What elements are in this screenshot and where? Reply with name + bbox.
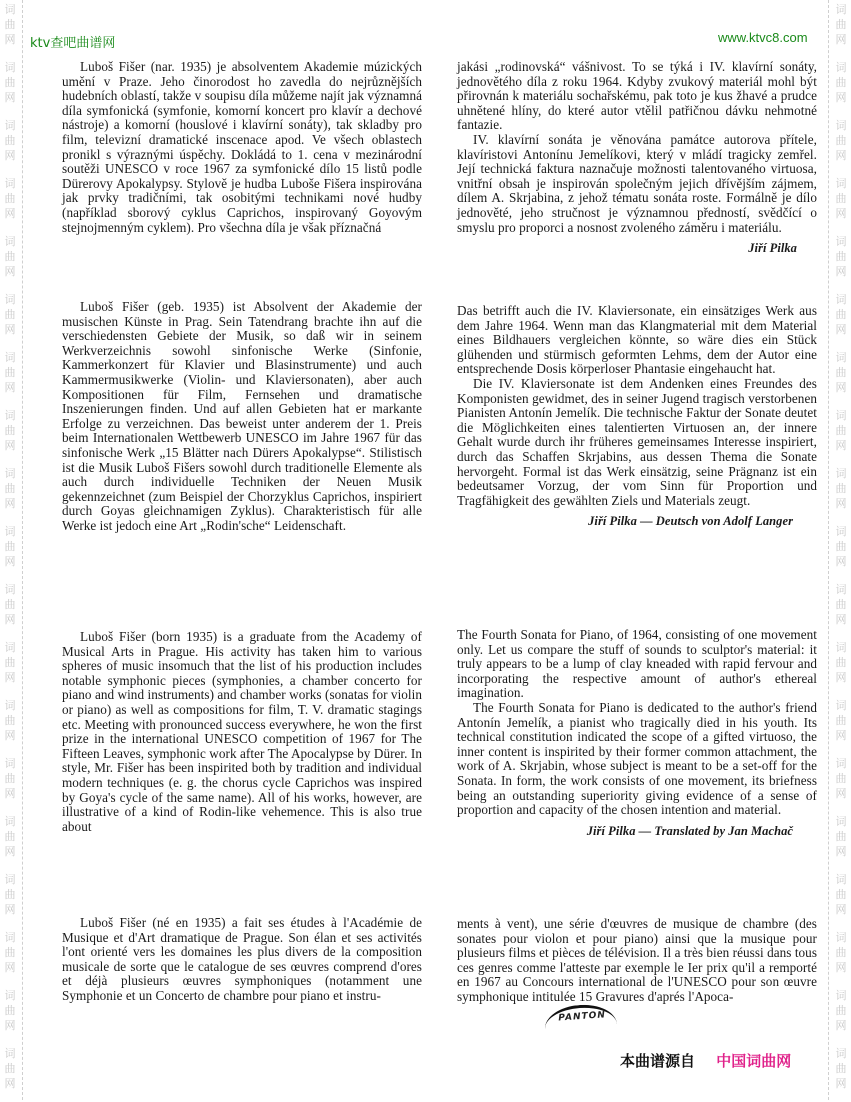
side-watermark-glyph: 曲 bbox=[4, 134, 16, 147]
right-watermark-strip bbox=[831, 0, 851, 1102]
side-watermark-glyph: 曲 bbox=[4, 76, 16, 89]
side-watermark-group bbox=[836, 872, 847, 917]
czech-paragraph-3: IV. klavírní sonáta je věnována památce autorova přítele, klavíristovi Antonínu Jemelíkovi, který v mládí tragicky zemřel. Její technická faktura naznačuje možnosti talentovaného virtuosa, vnitřní obsah je inspirován společným jejich dřívějším zájmem, dílem A. Skrjabina, z jehož tématu sonáta roste. Formálně je dílo jednověté, jeho stručnost je významnou předností, svědčící o smyslu pro proporci a nosnost zvoleného záměru i materiálu. bbox=[457, 131, 817, 235]
side-watermark-glyph: 曲 bbox=[4, 1004, 16, 1017]
side-watermark-group bbox=[5, 118, 16, 163]
english-paragraph-3: The Fourth Sonata for Piano is dedicated to the author's friend Antonín Jemelík, a pianist who tragically died in his youth. Its technical constitution indicated the scope of a gifted virtuoso, the inner content is inspirited by their former common attachment, the work of A. Skrjabin, whose subject is meant to be a set-off for the Sonata. In form, the work consists of one movement, its briefness being an outstanding superiority giving evidence of a sense of proportion and capacity of the chosen intention and material. bbox=[457, 699, 817, 818]
side-watermark-glyph: 词 bbox=[835, 931, 847, 944]
side-watermark-group bbox=[5, 350, 16, 395]
side-watermark-glyph: 曲 bbox=[4, 772, 16, 785]
french-text-right bbox=[457, 917, 817, 1005]
side-watermark-glyph: 网 bbox=[4, 207, 16, 220]
side-watermark-glyph: 网 bbox=[835, 33, 847, 46]
side-watermark-glyph: 曲 bbox=[835, 946, 847, 959]
side-watermark-glyph: 曲 bbox=[4, 598, 16, 611]
side-watermark-glyph: 词 bbox=[835, 757, 847, 770]
side-watermark-group bbox=[5, 2, 16, 47]
side-watermark-glyph: 网 bbox=[4, 439, 16, 452]
side-watermark-glyph: 词 bbox=[4, 989, 16, 1002]
side-watermark-group bbox=[836, 408, 847, 453]
side-watermark-glyph: 曲 bbox=[835, 656, 847, 669]
side-watermark-glyph: 曲 bbox=[4, 1062, 16, 1075]
side-watermark-glyph: 曲 bbox=[4, 250, 16, 263]
side-watermark-glyph: 曲 bbox=[4, 18, 16, 31]
side-watermark-glyph: 词 bbox=[4, 467, 16, 480]
side-watermark-glyph: 曲 bbox=[835, 1004, 847, 1017]
side-watermark-glyph: 网 bbox=[835, 729, 847, 742]
side-watermark-glyph: 网 bbox=[835, 845, 847, 858]
side-watermark-glyph: 曲 bbox=[835, 482, 847, 495]
side-watermark-glyph: 网 bbox=[835, 1019, 847, 1032]
side-watermark-group bbox=[5, 698, 16, 743]
side-watermark-glyph: 曲 bbox=[4, 192, 16, 205]
french-text-left bbox=[62, 916, 422, 1004]
side-watermark-group bbox=[5, 466, 16, 511]
side-watermark-glyph: 曲 bbox=[835, 540, 847, 553]
french-paragraph-1: Luboš Fišer (né en 1935) a fait ses études à l'Académie de Musique et d'Art dramatique de Prague. Son élan et ses activités l'ont orienté vers les domaines les plus divers de la composition musicale de sorte que le catalogue de ses œuvres comprend d'ores et déjà plusieurs œuvres symphoniques (notamment une Symphonie et un Concerto de chambre pour piano et instru- bbox=[62, 915, 422, 1003]
side-watermark-glyph: 词 bbox=[835, 1047, 847, 1060]
side-watermark-group bbox=[5, 814, 16, 859]
source-site-link[interactable]: 中国词曲网 bbox=[716, 1052, 792, 1070]
english-paragraph-1: Luboš Fišer (born 1935) is a graduate from the Academy of Musical Arts in Prague. His activity has taken him to various spheres of music insomuch that the list of his production includes notable symphonic pieces (symphonies, a chamber concerto for piano and wind instruments) and chamber works (sonatas for violin or piano) as well as compositions for film, T. V. dramatic stagings etc. Meeting with pronounced success everywhere, he won the first prize in the international UNESCO competition of 1967 for The Fifteen Leaves, symphonic work after The Apocalypse by Dürer. In style, Mr. Fišer has been inspirited both by tradition and individual modern techniques (e. g. the chorus cycle Caprichos was inspired by Goya's cycle of the same name). All of his works, however, are illustrative of a kind of Rodin-like vehemence. This is also true about bbox=[62, 629, 422, 834]
side-watermark-glyph: 词 bbox=[835, 815, 847, 828]
side-watermark-glyph: 词 bbox=[4, 235, 16, 248]
side-watermark-glyph: 网 bbox=[835, 613, 847, 626]
side-watermark-glyph: 词 bbox=[4, 699, 16, 712]
side-watermark-group bbox=[836, 524, 847, 569]
french-paragraph-2: ments à vent), une série d'œuvres de musique de chambre (des sonates pour violon et pour piano) ainsi que la musique pour plusieurs films et pièces de télévision. Il a très bien réussi dans tous ces genres comme l'atteste par exemple le Ier prix qu'il a remporté en 1967 au Concours international de l'UNESCO pour son œuvre symphonique intitulée 15 Gravures d'aprés l'Apoca- bbox=[457, 916, 817, 1004]
side-watermark-glyph: 词 bbox=[835, 351, 847, 364]
side-watermark-group bbox=[5, 582, 16, 627]
side-watermark-glyph: 词 bbox=[835, 525, 847, 538]
site-watermark-right: www.ktvc8.com bbox=[718, 30, 808, 45]
czech-paragraph-1: Luboš Fišer (nar. 1935) je absolventem Akademie múzických umění v Praze. Jeho činorodost ho zavedla do nejrůznějších hudebních oblastí, takže v soupisu díla můžeme najít jak významná díla symfonická (symfonie, komorní koncert pro klavír a dechové nástroje) a komorní (houslové i klavírní sonáty), tak skladby pro film, televizní dramatické inscenace apod. Ve všech oblastech pronikl s výraznými úspěchy. Dokládá to 1. cena v mezinárodní soutěži UNESCO v roce 1967 za symfonické dílo 15 listů podle Dürerovy Apokalypsy. Stylově je hudba Luboše Fišera inspirována jak prvky tradičními, tak osobitými technikami nové hudby (například sborový cyklus Caprichos, inspirovaný Goyovým stejnojmenným cyklem). Pro všechna díla je však příznačná bbox=[62, 59, 422, 235]
side-watermark-glyph: 网 bbox=[4, 555, 16, 568]
side-watermark-group bbox=[836, 176, 847, 221]
side-watermark-glyph: 网 bbox=[4, 265, 16, 278]
stamp-text: PANTON bbox=[558, 1010, 607, 1024]
german-paragraph-1: Luboš Fišer (geb. 1935) ist Absolvent der Akademie der musischen Künste in Prag. Sein Tatendrang brachte ihn auf die verschiedensten Gebiete der Musik, so daß wir in seinem Werkverzeichnis sowohl sinfonische Werke (Sinfonie, Kammerkonzert für Klavier und Blasinstrumente) und auch Kammermusikwerke (Violin- und Klaviersonaten), aber auch Kompositionen für Film, Fernsehen und dramatische Inszenierungen finden. Und auf allen Gebieten hat er markante Erfolge zu verzeichnen. Das beweist unter anderem der 1. Preis beim Internationalen Wettbewerb UNESCO im Jahre 1967 für das sinfonische Werk „15 Blätter nach Dürers Apokalypse“. Stilistisch ist die Musik Luboš Fišers sowohl durch traditionelle Elemente als auch durch individuelle Techniken der Neuen Musik gekennzeichnet (zum Beispiel der Chorzyklus Caprichos, inspiriert durch Goyas gleichnamigen Zyklus). Charakteristisch für alle Werke ist jedoch eine Art „Rodin'sche“ Leidenschaft. bbox=[62, 299, 422, 533]
side-watermark-glyph: 网 bbox=[4, 323, 16, 336]
side-watermark-glyph: 网 bbox=[4, 671, 16, 684]
side-watermark-glyph: 曲 bbox=[835, 714, 847, 727]
side-watermark-group bbox=[836, 1046, 847, 1091]
source-label: 本曲谱源自 bbox=[620, 1052, 696, 1070]
side-watermark-glyph: 曲 bbox=[4, 946, 16, 959]
czech-text-left bbox=[62, 60, 422, 235]
german-text-left bbox=[62, 300, 422, 534]
side-watermark-glyph: 网 bbox=[835, 381, 847, 394]
side-watermark-glyph: 曲 bbox=[835, 366, 847, 379]
side-watermark-glyph: 词 bbox=[835, 177, 847, 190]
side-watermark-group bbox=[5, 60, 16, 105]
side-watermark-glyph: 网 bbox=[835, 149, 847, 162]
side-watermark-group bbox=[836, 466, 847, 511]
german-signature: Jiří Pilka — Deutsch von Adolf Langer bbox=[588, 514, 793, 529]
side-watermark-group bbox=[836, 582, 847, 627]
side-watermark-glyph: 词 bbox=[4, 351, 16, 364]
side-watermark-glyph: 曲 bbox=[835, 424, 847, 437]
english-text-left bbox=[62, 630, 422, 834]
side-watermark-glyph: 网 bbox=[4, 961, 16, 974]
side-watermark-glyph: 网 bbox=[4, 381, 16, 394]
side-watermark-glyph: 词 bbox=[835, 583, 847, 596]
side-watermark-glyph: 词 bbox=[4, 409, 16, 422]
side-watermark-group bbox=[836, 234, 847, 279]
left-dashed-divider bbox=[22, 0, 23, 1100]
side-watermark-glyph: 网 bbox=[835, 497, 847, 510]
side-watermark-glyph: 词 bbox=[4, 525, 16, 538]
side-watermark-glyph: 曲 bbox=[835, 250, 847, 263]
side-watermark-glyph: 曲 bbox=[835, 18, 847, 31]
side-watermark-glyph: 词 bbox=[835, 235, 847, 248]
side-watermark-glyph: 曲 bbox=[4, 366, 16, 379]
side-watermark-glyph: 网 bbox=[835, 1077, 847, 1090]
side-watermark-glyph: 网 bbox=[4, 497, 16, 510]
side-watermark-glyph: 网 bbox=[4, 845, 16, 858]
side-watermark-glyph: 曲 bbox=[4, 540, 16, 553]
side-watermark-glyph: 曲 bbox=[4, 424, 16, 437]
side-watermark-glyph: 网 bbox=[4, 149, 16, 162]
german-text-right bbox=[457, 304, 817, 529]
right-dashed-divider bbox=[828, 0, 829, 1100]
side-watermark-glyph: 曲 bbox=[835, 888, 847, 901]
site-watermark-left: ktv查吧曲谱网 bbox=[30, 36, 116, 51]
side-watermark-group bbox=[5, 640, 16, 685]
side-watermark-glyph: 曲 bbox=[835, 598, 847, 611]
side-watermark-glyph: 网 bbox=[835, 323, 847, 336]
side-watermark-group bbox=[836, 2, 847, 47]
side-watermark-glyph: 词 bbox=[835, 61, 847, 74]
side-watermark-glyph: 词 bbox=[835, 119, 847, 132]
side-watermark-glyph: 词 bbox=[835, 3, 847, 16]
side-watermark-glyph: 网 bbox=[4, 33, 16, 46]
side-watermark-glyph: 词 bbox=[4, 119, 16, 132]
side-watermark-glyph: 词 bbox=[835, 409, 847, 422]
side-watermark-glyph: 曲 bbox=[835, 308, 847, 321]
side-watermark-glyph: 词 bbox=[4, 177, 16, 190]
side-watermark-glyph: 词 bbox=[4, 757, 16, 770]
side-watermark-glyph: 词 bbox=[4, 1047, 16, 1060]
czech-text-right bbox=[457, 60, 817, 256]
side-watermark-group bbox=[5, 1046, 16, 1091]
score-source-credit bbox=[620, 1050, 791, 1071]
side-watermark-group bbox=[5, 408, 16, 453]
side-watermark-glyph: 曲 bbox=[835, 192, 847, 205]
side-watermark-glyph: 词 bbox=[4, 641, 16, 654]
side-watermark-glyph: 网 bbox=[835, 439, 847, 452]
side-watermark-group bbox=[836, 60, 847, 105]
side-watermark-group bbox=[5, 524, 16, 569]
side-watermark-glyph: 词 bbox=[4, 873, 16, 886]
side-watermark-glyph: 网 bbox=[4, 613, 16, 626]
side-watermark-glyph: 曲 bbox=[4, 308, 16, 321]
side-watermark-group bbox=[836, 988, 847, 1033]
side-watermark-glyph: 网 bbox=[835, 555, 847, 568]
side-watermark-group bbox=[5, 176, 16, 221]
side-watermark-glyph: 词 bbox=[4, 293, 16, 306]
side-watermark-group bbox=[836, 814, 847, 859]
side-watermark-glyph: 词 bbox=[4, 815, 16, 828]
czech-paragraph-2: jakási „rodinovská“ vášnivost. To se týká i IV. klavírní sonáty, jednovětého díla z roku 1964. Kdyby zvukový materiál mohl být přirovnán k materiálu sochařskému, pak toto je kus žhavé a prudce uhnětené hlíny, do které autor vtělil patřičnou dávku nehmotné fantazie. bbox=[457, 59, 817, 133]
side-watermark-glyph: 词 bbox=[4, 3, 16, 16]
side-watermark-glyph: 曲 bbox=[4, 482, 16, 495]
side-watermark-group bbox=[836, 118, 847, 163]
side-watermark-glyph: 曲 bbox=[4, 888, 16, 901]
side-watermark-glyph: 词 bbox=[835, 293, 847, 306]
side-watermark-glyph: 曲 bbox=[835, 134, 847, 147]
side-watermark-glyph: 词 bbox=[4, 931, 16, 944]
czech-signature: Jiří Pilka bbox=[748, 241, 797, 256]
side-watermark-group bbox=[836, 756, 847, 801]
side-watermark-glyph: 曲 bbox=[835, 772, 847, 785]
side-watermark-group bbox=[5, 988, 16, 1033]
side-watermark-group bbox=[5, 292, 16, 337]
side-watermark-glyph: 曲 bbox=[4, 830, 16, 843]
side-watermark-glyph: 词 bbox=[835, 467, 847, 480]
side-watermark-glyph: 网 bbox=[4, 91, 16, 104]
side-watermark-group bbox=[836, 640, 847, 685]
side-watermark-glyph: 曲 bbox=[4, 714, 16, 727]
side-watermark-glyph: 词 bbox=[835, 699, 847, 712]
side-watermark-glyph: 网 bbox=[835, 903, 847, 916]
side-watermark-group bbox=[5, 234, 16, 279]
side-watermark-glyph: 网 bbox=[835, 265, 847, 278]
side-watermark-glyph: 曲 bbox=[835, 830, 847, 843]
english-text-right bbox=[457, 628, 817, 838]
side-watermark-group bbox=[836, 350, 847, 395]
side-watermark-glyph: 词 bbox=[835, 873, 847, 886]
side-watermark-glyph: 网 bbox=[4, 1019, 16, 1032]
side-watermark-glyph: 网 bbox=[835, 671, 847, 684]
side-watermark-group bbox=[5, 930, 16, 975]
side-watermark-glyph: 网 bbox=[835, 961, 847, 974]
side-watermark-glyph: 网 bbox=[835, 787, 847, 800]
side-watermark-glyph: 词 bbox=[835, 641, 847, 654]
side-watermark-glyph: 网 bbox=[4, 787, 16, 800]
publisher-stamp-icon bbox=[544, 1003, 619, 1051]
side-watermark-group bbox=[5, 872, 16, 917]
english-paragraph-2: The Fourth Sonata for Piano, of 1964, consisting of one movement only. Let us compare the stuff of sounds to sculptor's material: it truly appears to be a lump of clay kneaded with rapid fervour and incorporating the respective amount of author's ethereal imagination. bbox=[457, 627, 817, 701]
side-watermark-group bbox=[836, 930, 847, 975]
side-watermark-glyph: 网 bbox=[835, 207, 847, 220]
german-paragraph-3: Die IV. Klaviersonate ist dem Andenken eines Freundes des Komponisten gewidmet, des in seiner Jugend tragisch verstorbenen Pianisten Antonín Jemelík. Die technische Faktur der Sonate deutet die Möglichkeiten eines talentierten Virtuosen an, der innere Gehalt wurde durch ihr früheres gemeinsames Interesse inspiriert, durch das Schaffen Skrjabins, aus dessen Thema die Sonate hervorgeht. Formal ist das Werk einsätzig, seine Prägnanz ist ein bedeutsamer Vorzug, der vom Sinn für Proportion und Tragfähigkeit des gewählten Ziels und Materials zeugt. bbox=[457, 375, 817, 508]
left-watermark-strip bbox=[0, 0, 20, 1102]
side-watermark-glyph: 曲 bbox=[835, 76, 847, 89]
side-watermark-glyph: 网 bbox=[4, 1077, 16, 1090]
side-watermark-glyph: 词 bbox=[4, 583, 16, 596]
side-watermark-group bbox=[5, 756, 16, 801]
side-watermark-glyph: 曲 bbox=[835, 1062, 847, 1075]
german-paragraph-2: Das betrifft auch die IV. Klaviersonate, ein einsätziges Werk aus dem Jahre 1964. Wenn man das Klangmaterial mit dem Material eines Bildhauers vergleichen könnte, so wäre dies ein Stück glühenden und stürmisch geformten Lehms, dem der Autor eine entsprechende Dosis körperloser Phantasie eingehaucht hat. bbox=[457, 303, 817, 377]
side-watermark-glyph: 网 bbox=[835, 91, 847, 104]
english-signature: Jiří Pilka — Translated by Jan Machač bbox=[586, 823, 793, 838]
side-watermark-glyph: 词 bbox=[835, 989, 847, 1002]
side-watermark-group bbox=[836, 698, 847, 743]
side-watermark-glyph: 词 bbox=[4, 61, 16, 74]
side-watermark-glyph: 网 bbox=[4, 729, 16, 742]
side-watermark-group bbox=[836, 292, 847, 337]
side-watermark-glyph: 网 bbox=[4, 903, 16, 916]
side-watermark-glyph: 曲 bbox=[4, 656, 16, 669]
